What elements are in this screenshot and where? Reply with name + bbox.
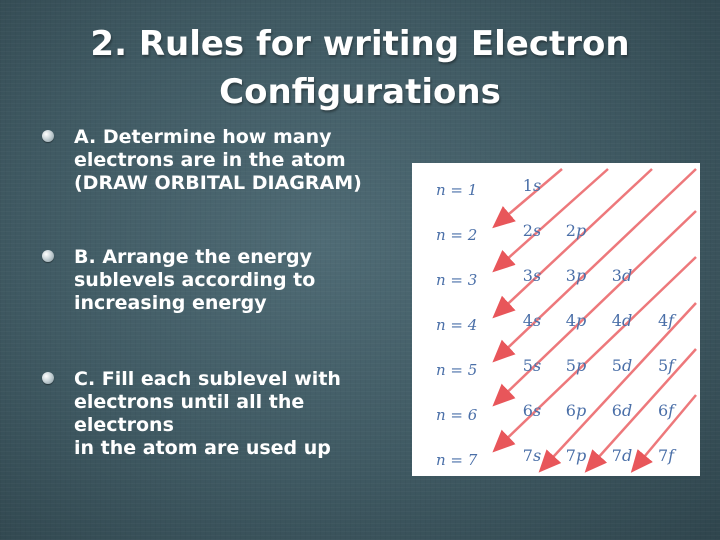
principal-level-label: n = 6 — [436, 406, 478, 424]
sublevel-label: 5f — [657, 356, 675, 375]
filling-order-arrow — [496, 169, 608, 269]
principal-level-label: n = 7 — [436, 451, 478, 469]
principal-level-label: n = 4 — [436, 316, 478, 334]
sublevel-label: 3d — [611, 266, 633, 285]
sublevel-label: 3s — [522, 266, 542, 285]
filling-order-arrow — [588, 349, 696, 469]
sublevel-label: 1s — [522, 176, 542, 195]
sublevel-label: 6f — [657, 401, 675, 420]
aufbau-diagram-svg — [412, 163, 700, 476]
principal-level-label: n = 1 — [436, 181, 478, 199]
sublevel-label: 2s — [522, 221, 542, 240]
filling-order-arrow — [496, 169, 696, 359]
sublevel-label: 6p — [565, 401, 587, 420]
sublevel-label: 4s — [522, 311, 542, 330]
filling-order-arrow — [496, 169, 652, 315]
bullet-dot-icon — [42, 130, 54, 142]
sublevel-label: 4p — [565, 311, 587, 330]
sublevel-label: 7d — [611, 446, 633, 465]
sublevel-label: 7s — [522, 446, 542, 465]
bullet-text: A. Determine how many electrons are in the atom (DRAW ORBITAL DIAGRAM) — [74, 126, 362, 194]
aufbau-diagram — [412, 163, 700, 476]
principal-level-label: n = 5 — [436, 361, 478, 379]
sublevel-label: 4f — [657, 311, 675, 330]
bullet-dot-icon — [42, 250, 54, 262]
sublevel-label: 7p — [565, 446, 587, 465]
sublevel-label: 2p — [565, 221, 587, 240]
sublevel-label: 5d — [611, 356, 633, 375]
sublevel-label: 5s — [522, 356, 542, 375]
bullet-text: C. Fill each sublevel with electrons until all the electrons in the atom are used up — [74, 368, 341, 459]
sublevel-label: 5p — [565, 356, 587, 375]
bullet-dot-icon — [42, 372, 54, 384]
sublevel-label: 7f — [657, 446, 675, 465]
principal-level-label: n = 3 — [436, 271, 478, 289]
sublevel-label: 3p — [565, 266, 587, 285]
slide-title — [60, 20, 660, 116]
slide-title-text: 2. Rules for writing Electron Configurations — [90, 24, 630, 112]
sublevel-label: 6s — [522, 401, 542, 420]
bullet-text: B. Arrange the energy sublevels according to increasing energy — [74, 246, 316, 314]
sublevel-label: 4d — [611, 311, 633, 330]
sublevel-label: 6d — [611, 401, 633, 420]
principal-level-label: n = 2 — [436, 226, 478, 244]
